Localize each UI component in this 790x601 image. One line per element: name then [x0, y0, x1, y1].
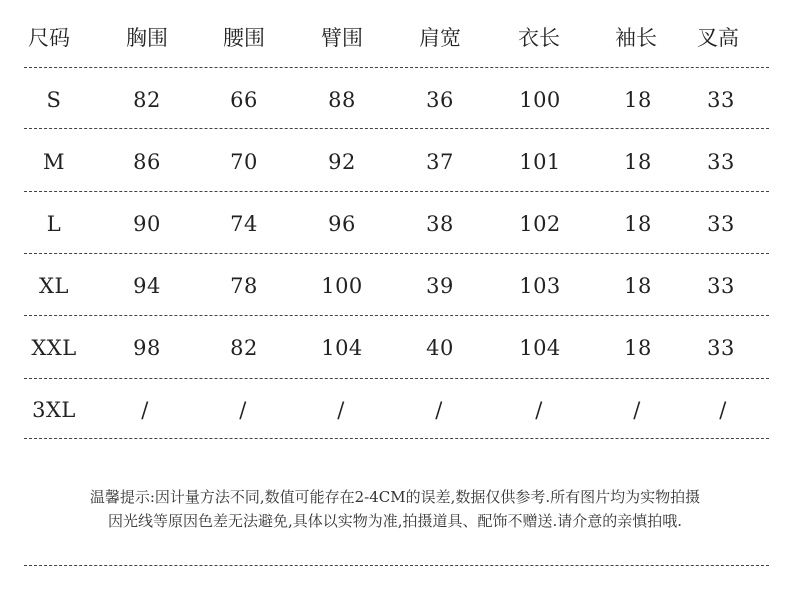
arm-cell: 92	[328, 150, 356, 174]
chest-cell: 94	[133, 274, 161, 298]
row-divider	[24, 67, 769, 68]
chest-cell: 90	[133, 212, 161, 236]
row-divider	[24, 378, 769, 379]
length-cell: 104	[519, 336, 561, 360]
waist-cell: 70	[230, 150, 258, 174]
disclaimer-note	[0, 485, 790, 533]
arm-cell: 104	[321, 336, 363, 360]
length-cell: 103	[519, 274, 561, 298]
table-row	[0, 266, 790, 306]
shoulder-cell: 37	[426, 150, 454, 174]
disclaimer-line-2: 因光线等原因色差无法避免,具体以实物为准,拍摄道具、配饰不赠送.请介意的亲慎拍哦.	[107, 512, 683, 530]
slit-cell: /	[719, 398, 727, 422]
slit-cell: 33	[707, 212, 735, 236]
row-divider	[24, 315, 769, 316]
sleeve-cell: /	[633, 398, 641, 422]
size-cell: 3XL	[32, 398, 76, 422]
slit-cell: 33	[707, 274, 735, 298]
slit-cell: 33	[707, 88, 735, 112]
length-cell: 100	[519, 88, 561, 112]
table-row	[0, 390, 790, 430]
disclaimer-line-1: 温馨提示:因计量方法不同,数值可能存在2-4CM的误差,数据仅供参考.所有图片均为实物拍摄	[89, 488, 701, 506]
header-arm: 臂围	[321, 26, 363, 50]
waist-cell: 78	[230, 274, 258, 298]
header-slit: 叉高	[697, 26, 739, 50]
slit-cell: 33	[707, 150, 735, 174]
row-divider	[24, 253, 769, 254]
row-divider	[24, 438, 769, 439]
header-sleeve: 袖长	[615, 26, 657, 50]
length-cell: /	[535, 398, 543, 422]
sleeve-cell: 18	[624, 150, 652, 174]
arm-cell: 96	[328, 212, 356, 236]
length-cell: 101	[519, 150, 561, 174]
header-chest: 胸围	[126, 26, 168, 50]
table-row	[0, 80, 790, 120]
arm-cell: /	[337, 398, 345, 422]
header-shoulder: 肩宽	[419, 26, 461, 50]
arm-cell: 100	[321, 274, 363, 298]
chest-cell: 82	[133, 88, 161, 112]
shoulder-cell: /	[435, 398, 443, 422]
shoulder-cell: 39	[426, 274, 454, 298]
length-cell: 102	[519, 212, 561, 236]
shoulder-cell: 38	[426, 212, 454, 236]
size-cell: L	[46, 212, 62, 236]
waist-cell: /	[239, 398, 247, 422]
sleeve-cell: 18	[624, 88, 652, 112]
header-waist: 腰围	[223, 26, 265, 50]
waist-cell: 82	[230, 336, 258, 360]
header-size: 尺码	[28, 26, 70, 50]
size-cell: S	[46, 88, 62, 112]
waist-cell: 66	[230, 88, 258, 112]
header-length: 衣长	[518, 26, 560, 50]
sleeve-cell: 18	[624, 212, 652, 236]
table-row	[0, 328, 790, 368]
size-cell: XXL	[31, 336, 77, 360]
size-cell: XL	[39, 274, 69, 298]
table-header-row	[0, 18, 790, 58]
chest-cell: 86	[133, 150, 161, 174]
shoulder-cell: 40	[426, 336, 454, 360]
table-row	[0, 204, 790, 244]
size-cell: M	[42, 150, 66, 174]
slit-cell: 33	[707, 336, 735, 360]
row-divider	[24, 191, 769, 192]
row-divider	[24, 128, 769, 129]
sleeve-cell: 18	[624, 336, 652, 360]
shoulder-cell: 36	[426, 88, 454, 112]
arm-cell: 88	[328, 88, 356, 112]
sleeve-cell: 18	[624, 274, 652, 298]
table-row	[0, 142, 790, 182]
chest-cell: 98	[133, 336, 161, 360]
waist-cell: 74	[230, 212, 258, 236]
footer-divider	[24, 565, 769, 566]
chest-cell: /	[141, 398, 149, 422]
